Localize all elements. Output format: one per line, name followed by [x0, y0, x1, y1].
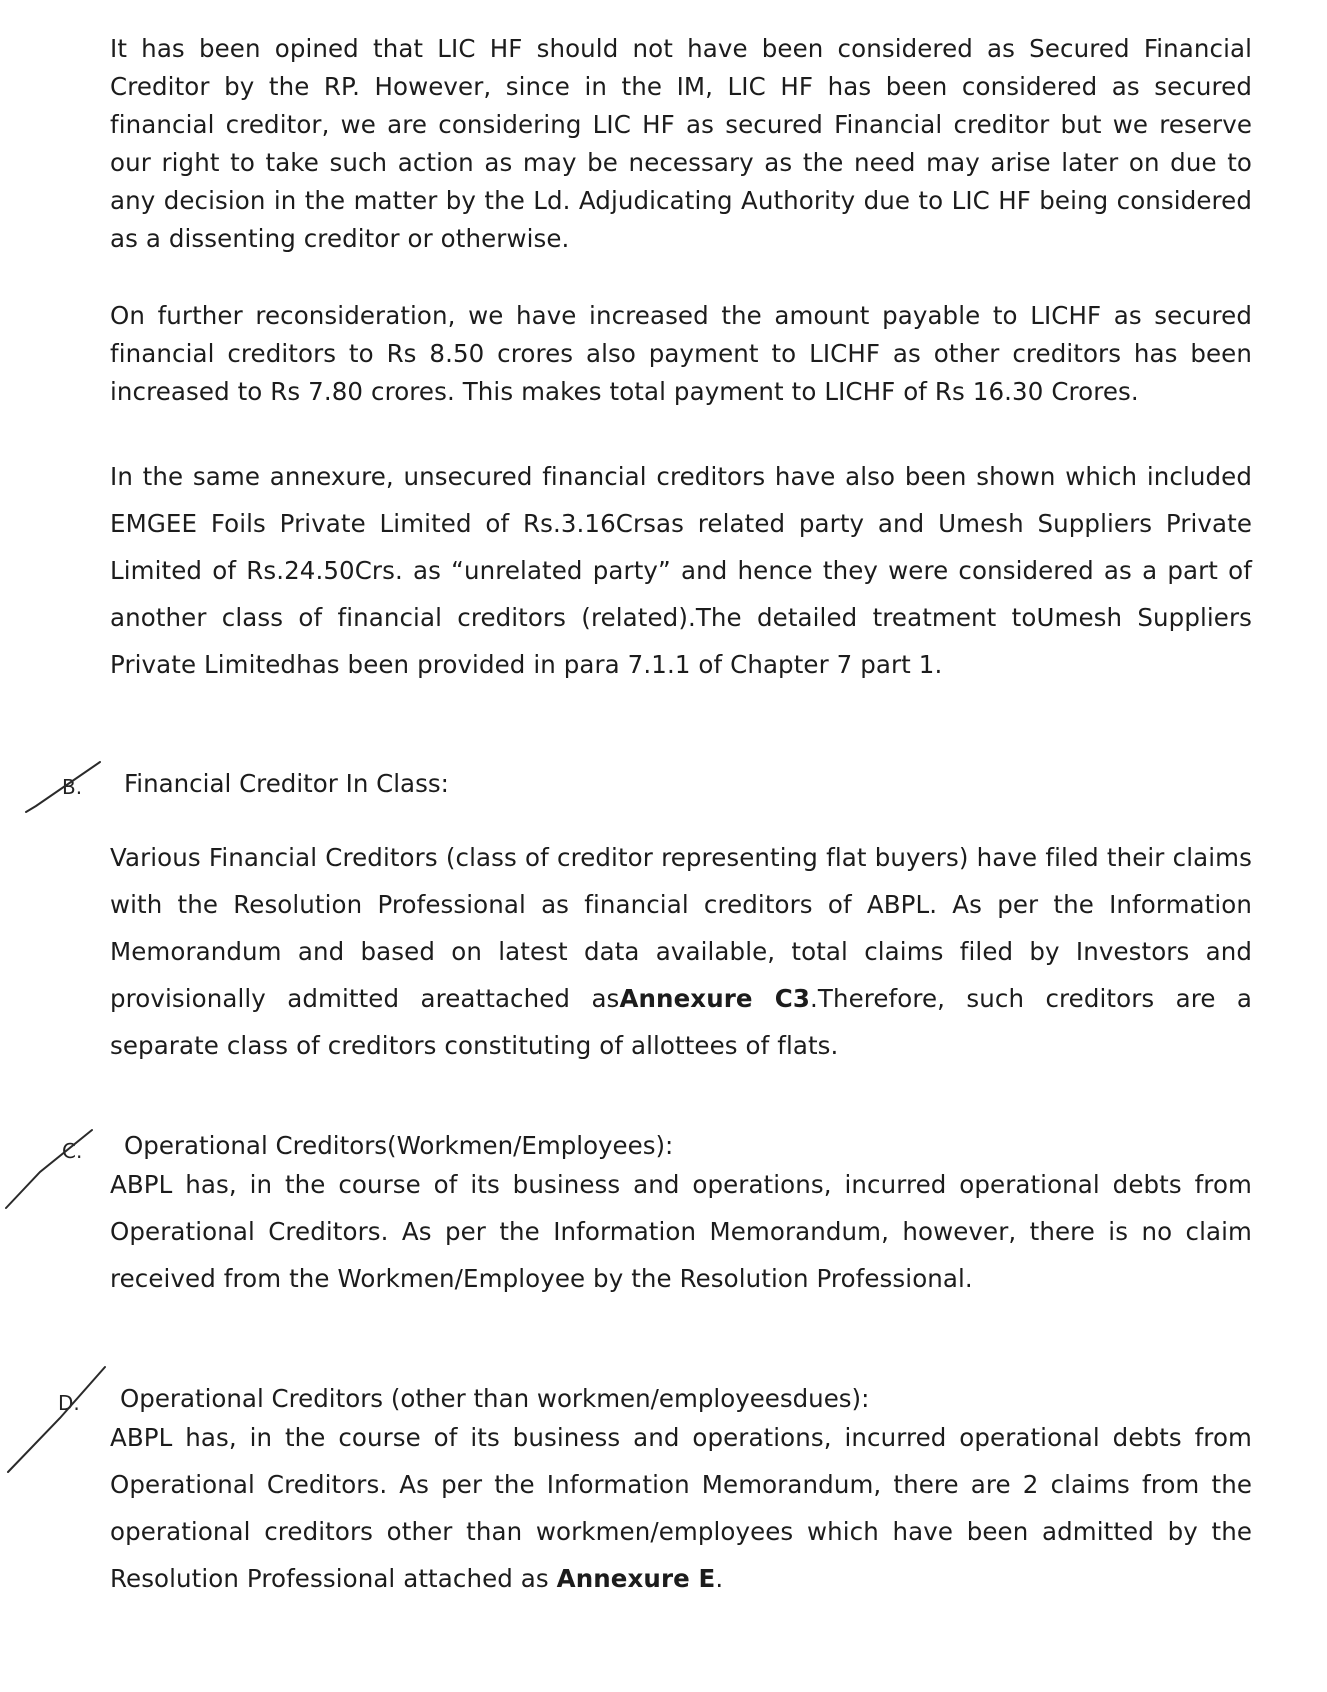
paragraph-lic-hf-opinion: It has been opined that LIC HF should not have been considered as Secured Financial Creditor by the RP. However, since in the IM, LIC HF has been considered as secured financial creditor, we are considering LIC HF as secured Financial creditor but we reserve our right to take such action as may be necessary as the need may arise later on due to any decision in the matter by the Ld. Adjudicating Authority due to LIC HF being considered as a dissenting creditor or otherwise.	[110, 34, 1252, 253]
section-c-marker: C.	[62, 1139, 83, 1163]
section-b-marker: B.	[62, 775, 83, 799]
paragraph-reconsideration: On further reconsideration, we have increased the amount payable to LICHF as secured financial creditors to Rs 8.50 crores also payment to LICHF as other creditors has been increased to Rs 7.80 crores. This makes total payment to LICHF of Rs 16.30 Crores.	[110, 301, 1252, 406]
annexure-c3-reference: Annexure C3	[619, 984, 810, 1013]
section-d-body-text-end: .	[715, 1564, 724, 1593]
tick-mark-d	[8, 1367, 105, 1472]
section-d-body	[110, 1414, 1252, 1602]
section-b-body	[110, 834, 1252, 1069]
section-d-body-text: ABPL has, in the course of its business and operations, incurred operational debts from Operational Creditors. As per the Information Memorandum, there are 2 claims from the operational creditors other than workmen/employees which have been admitted by the Resolution Professional attached as	[110, 1423, 1252, 1593]
section-c-heading: Operational Creditors(Workmen/Employees):	[124, 1131, 674, 1160]
section-b-body-text-end: .Therefore, such creditors are a separate class of creditors constituting of allottees of flats.	[110, 984, 1253, 1060]
annexure-e-reference: Annexure E	[556, 1564, 716, 1593]
section-b-body-text: Various Financial Creditors (class of creditor representing flat buyers) have filed their claims with the Resolution Professional as financial creditors of ABPL. As per the Information Memorandum and based on latest data available, total claims filed by Investors and provisionally admitted areattached as	[110, 843, 1252, 1013]
section-b-heading: Financial Creditor In Class:	[124, 769, 449, 798]
paragraph-unsecured-creditors: In the same annexure, unsecured financial creditors have also been shown which included EMGEE Foils Private Limited of Rs.3.16Crsas related party and Umesh Suppliers Private Limited of Rs.24.50Crs. as “unrelated party” and hence they were considered as a part of another class of financial creditors (related).The detailed treatment toUmesh Suppliers Private Limitedhas been provided in para 7.1.1 of Chapter 7 part 1.	[110, 462, 1252, 679]
section-d-marker: D.	[58, 1391, 80, 1415]
section-d-heading: Operational Creditors (other than workmen/employeesdues):	[120, 1384, 870, 1413]
section-c-body: ABPL has, in the course of its business and operations, incurred operational debts from Operational Creditors. As per the Information Memorandum, however, there is no claim received from the Workmen/Employee by the Resolution Professional.	[110, 1170, 1252, 1293]
